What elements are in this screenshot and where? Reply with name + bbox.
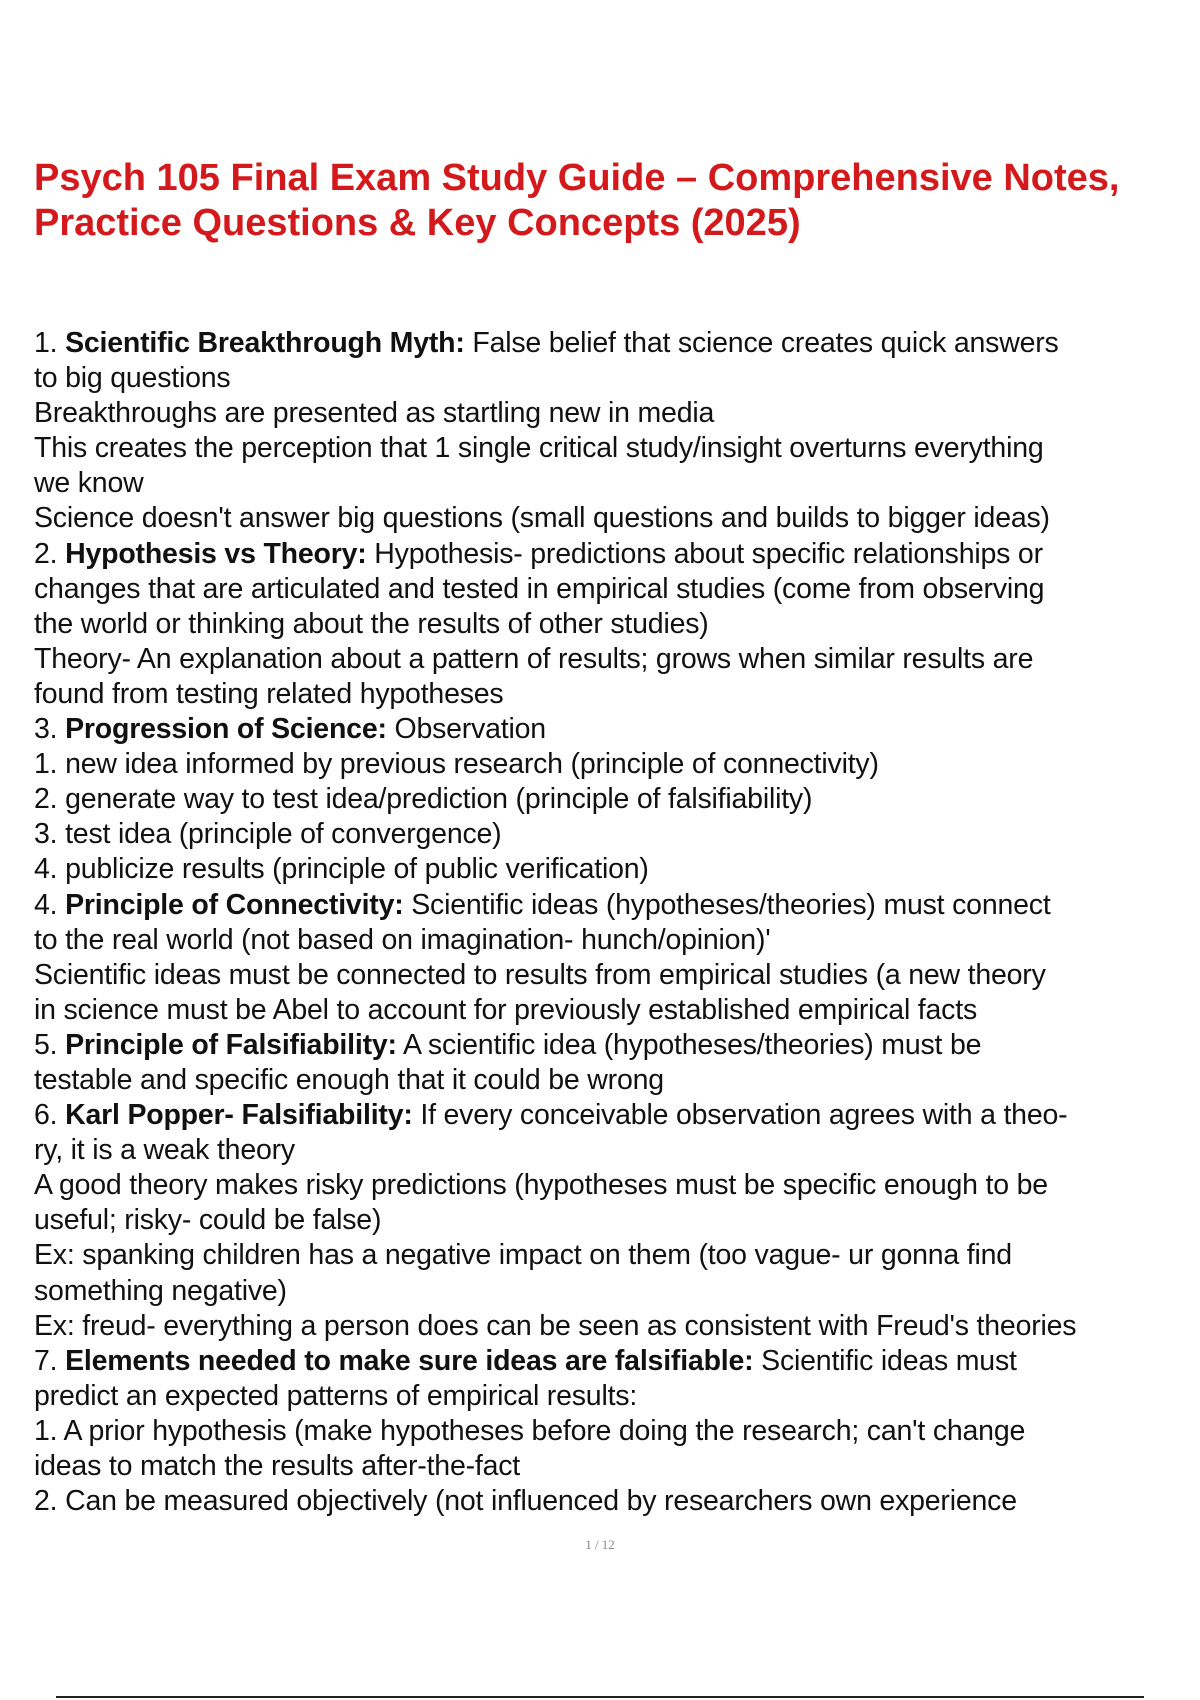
line-text: 3. test idea (principle of convergence) <box>34 818 502 851</box>
text-line <box>34 466 1194 501</box>
document-title <box>34 156 1184 246</box>
item-number: 2. <box>34 537 66 570</box>
item-number: 1. <box>34 327 66 359</box>
item-number: 7. <box>34 1344 66 1377</box>
document-title-line-2: Practice Questions & Key Concepts (2025) <box>34 202 801 244</box>
item-number: 6. <box>34 1099 66 1132</box>
line-text: ideas to match the results after-the-fact <box>34 1450 521 1482</box>
line-text: A good theory makes risky predictions (hypotheses must be specific enough to be <box>34 1169 1048 1202</box>
text-line <box>34 572 1194 607</box>
item-number: 3. <box>34 713 66 746</box>
text-line <box>34 923 1194 958</box>
line-text: 1. new idea informed by previous research (principle of connectivity) <box>34 748 879 781</box>
term-label: Hypothesis vs Theory: <box>65 537 367 570</box>
text-line <box>34 782 1194 817</box>
line-text: Ex: freud- everything a person does can be seen as consistent with Freud's theories <box>34 1309 1077 1342</box>
line-text: in science must be Abel to account for previously established empirical facts <box>34 993 977 1026</box>
section-heading-line <box>34 888 1194 923</box>
text-line <box>34 747 1194 782</box>
document-title-line-1: Psych 105 Final Exam Study Guide – Comprehensive Notes, <box>34 157 1120 199</box>
text-line <box>34 958 1194 993</box>
line-text: This creates the perception that 1 single critical study/insight overturns everything <box>34 432 1044 465</box>
term-label: Principle of Falsifiability: <box>65 1028 397 1061</box>
line-text: Scientific ideas (hypotheses/theories) must connect <box>403 888 1051 921</box>
text-line <box>34 1414 1194 1449</box>
term-label: Scientific Breakthrough Myth: <box>65 327 465 359</box>
line-text: to the real world (not based on imagination- hunch/opinion)' <box>34 923 771 956</box>
text-line <box>34 1274 1194 1309</box>
line-text: something negative) <box>34 1274 287 1307</box>
section-heading-line <box>34 537 1194 572</box>
text-line <box>34 817 1194 852</box>
line-text: Ex: spanking children has a negative impact on them (too vague- ur gonna find <box>34 1239 1012 1272</box>
text-line <box>34 501 1194 536</box>
item-number: 5. <box>34 1028 66 1061</box>
line-text: found from testing related hypotheses <box>34 677 504 710</box>
text-line <box>34 642 1194 677</box>
text-line <box>34 1168 1194 1203</box>
text-line <box>34 361 1194 396</box>
line-text: 2. Can be measured objectively (not influenced by researchers own experience <box>34 1485 1017 1518</box>
text-line <box>34 1063 1194 1098</box>
text-line <box>34 993 1194 1028</box>
term-label: Elements needed to make sure ideas are falsifiable: <box>65 1344 754 1377</box>
line-text: to big questions <box>34 362 231 395</box>
section-heading-line <box>34 1028 1194 1063</box>
line-text: we know <box>34 467 144 500</box>
text-line <box>34 1379 1194 1414</box>
line-text: Breakthroughs are presented as startling new in media <box>34 397 715 430</box>
text-line <box>34 1309 1194 1344</box>
text-line <box>34 1203 1194 1238</box>
text-line <box>34 1133 1194 1168</box>
line-text: If every conceivable observation agrees with a theo- <box>412 1099 1068 1132</box>
section-heading-line <box>34 1098 1194 1133</box>
text-line <box>34 1449 1194 1484</box>
line-text: the world or thinking about the results of other studies) <box>34 607 709 640</box>
bottom-divider <box>56 1696 1144 1698</box>
text-line <box>34 396 1194 431</box>
text-line <box>34 431 1194 466</box>
line-text: Science doesn't answer big questions (small questions and builds to bigger ideas) <box>34 502 1050 535</box>
text-line <box>34 607 1194 642</box>
line-text: Theory- An explanation about a pattern of results; grows when similar results are <box>34 642 1034 675</box>
line-text: predict an expected patterns of empirical results: <box>34 1379 638 1412</box>
line-text: changes that are articulated and tested in empirical studies (come from observing <box>34 572 1045 605</box>
line-text: testable and specific enough that it could be wrong <box>34 1063 664 1096</box>
line-text: Observation <box>386 713 546 746</box>
line-text: False belief that science creates quick answers <box>464 327 1059 359</box>
line-text: ry, it is a weak theory <box>34 1134 295 1167</box>
line-text: Scientific ideas must <box>753 1344 1017 1377</box>
section-heading-line <box>34 712 1194 747</box>
line-text: Hypothesis- predictions about specific relationships or <box>366 537 1043 570</box>
term-label: Progression of Science: <box>65 713 387 746</box>
line-text: 4. publicize results (principle of public verification) <box>34 853 649 886</box>
item-number: 4. <box>34 888 66 921</box>
page-number: 1 / 12 <box>585 1537 615 1552</box>
section-heading-line <box>34 1344 1194 1379</box>
text-line <box>34 1484 1194 1519</box>
term-label: Karl Popper- Falsifiability: <box>65 1099 413 1132</box>
text-line <box>34 852 1194 887</box>
line-text: useful; risky- could be false) <box>34 1204 382 1237</box>
text-line <box>34 1238 1194 1273</box>
study-guide-body <box>34 326 1194 1519</box>
section-heading-line <box>34 326 1194 361</box>
term-label: Principle of Connectivity: <box>65 888 404 921</box>
line-text: 1. A prior hypothesis (make hypotheses before doing the research; can't change <box>34 1414 1026 1447</box>
line-text: Scientific ideas must be connected to results from empirical studies (a new theory <box>34 958 1046 991</box>
line-text: 2. generate way to test idea/prediction (principle of falsifiability) <box>34 783 813 816</box>
text-line <box>34 677 1194 712</box>
line-text: A scientific idea (hypotheses/theories) must be <box>396 1028 982 1061</box>
